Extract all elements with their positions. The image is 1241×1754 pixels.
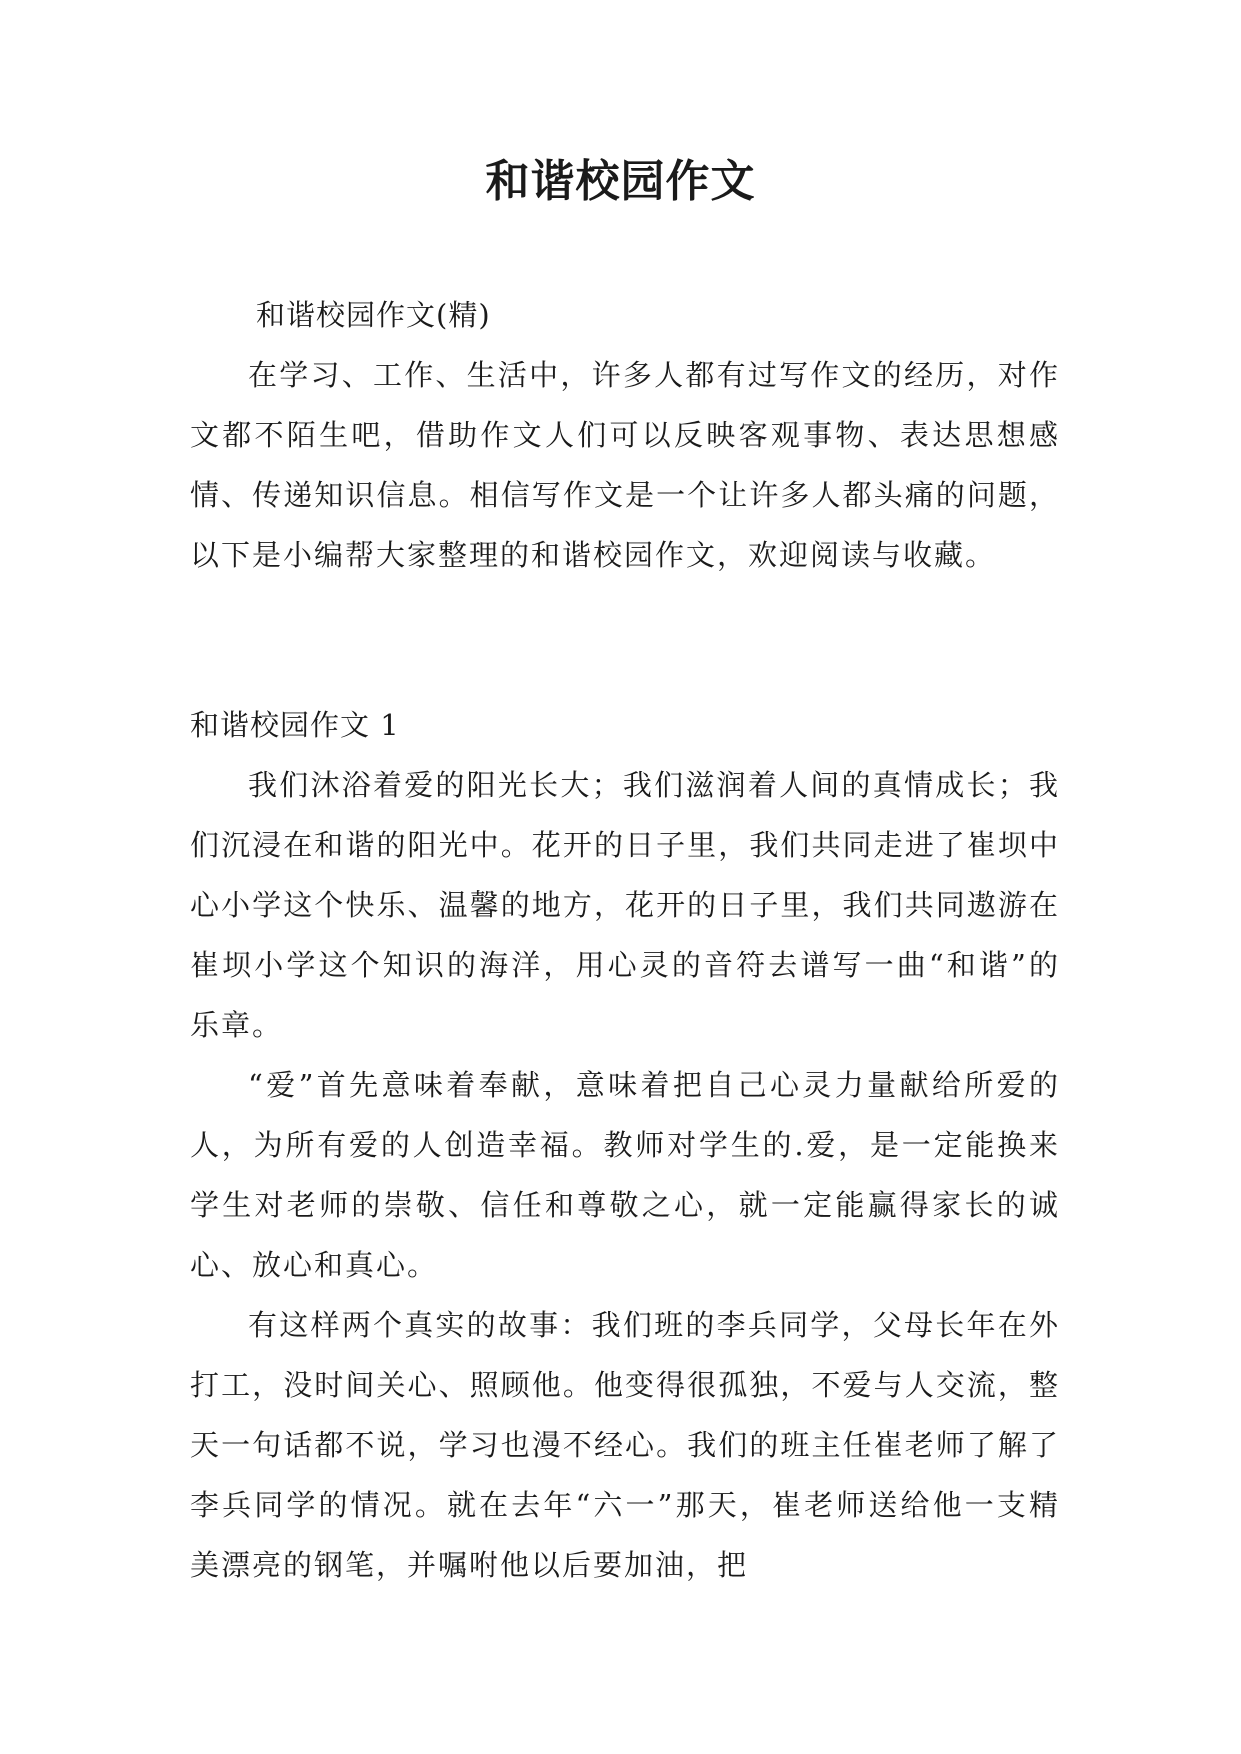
body-paragraph-1: 我们沐浴着爱的阳光长大；我们滋润着人间的真情成长；我们沉浸在和谐的阳光中。花开的日子里，我们共同走进了崔坝中心小学这个快乐、温馨的地方，花开的日子里，我们共同遨游在崔坝小学这个知识的海洋，用心灵的音符去谱写一曲“和谐”的乐章。 (190, 768, 1060, 1042)
section-heading: 和谐校园作文 1 (190, 708, 400, 742)
document-subtitle: 和谐校园作文(精) (256, 298, 491, 332)
body-paragraph-3: 有这样两个真实的故事：我们班的李兵同学，父母长年在外打工，没时间关心、照顾他。他变得很孤独，不爱与人交流，整天一句话都不说，学习也漫不经心。我们的班主任崔老师了解了李兵同学的情况。就在去年“六一”那天，崔老师送给他一支精美漂亮的钢笔，并嘱咐他以后要加油，把 (190, 1308, 1060, 1582)
document-title: 和谐校园作文 (485, 156, 756, 207)
body-paragraph-2: “爱”首先意味着奉献，意味着把自己心灵力量献给所爱的人，为所有爱的人创造幸福。教师对学生的.爱，是一定能换来学生对老师的崇敬、信任和尊敬之心，就一定能赢得家长的诚心、放心和真心。 (190, 1068, 1060, 1282)
section-body (190, 755, 1060, 1595)
intro-paragraph: 在学习、工作、生活中，许多人都有过写作文的经历，对作文都不陌生吧，借助作文人们可以反映客观事物、表达思想感情、传递知识信息。相信写作文是一个让许多人都头痛的问题，以下是小编帮大家整理的和谐校园作文，欢迎阅读与收藏。 (190, 358, 1060, 572)
intro-block (190, 345, 1060, 585)
